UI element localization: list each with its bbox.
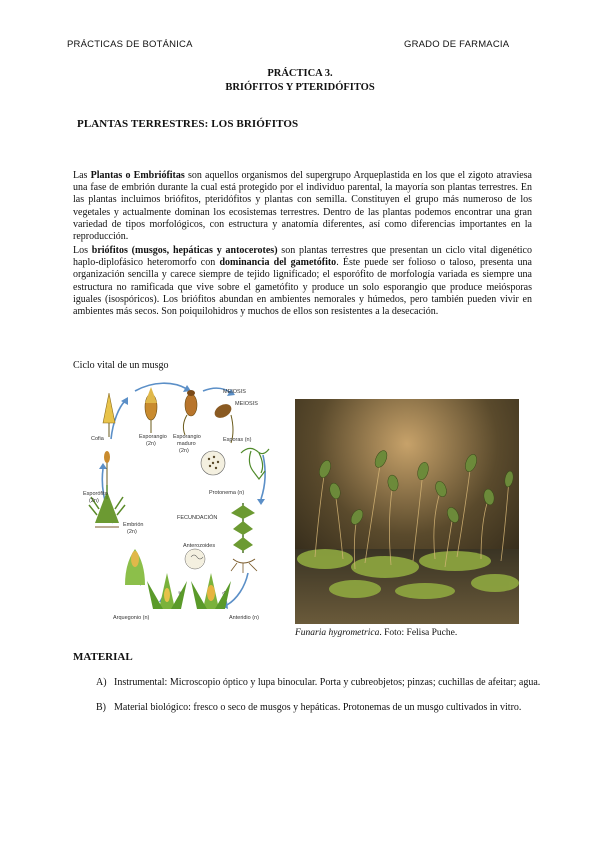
label-meiosis-2: MEIOSIS	[235, 401, 258, 407]
item-letter: A)	[96, 677, 107, 688]
label-esporas: Esporas (n)	[223, 437, 252, 443]
photo-credit: . Foto: Felisa Puche.	[379, 628, 458, 638]
para2-pre: Los	[73, 245, 92, 256]
header-left: PRÁCTICAS DE BOTÁNICA	[67, 39, 193, 50]
material-heading: MATERIAL	[73, 651, 133, 663]
para2-mid: son plantas terrestres que presentan un ciclo vital digenético haplo-diplofásico heteromorfo con	[73, 245, 532, 269]
paragraph-briofitos	[73, 245, 532, 318]
label-female-symbol: ♀	[177, 590, 183, 597]
label-anteridio: Anteridio (n)	[229, 615, 259, 621]
para1-pre: Las	[73, 170, 91, 181]
label-esporangio-2n: (2n)	[146, 441, 156, 447]
para1-rest: son aquellos organismos del supergrupo Arqueplastida en los que el zigoto atraviesa una fase de embrión durante la cual está protegido por el individuo parental, la mayoría son plantas terrestres. En las plantas incluimos briófitos, pteridófitos y plantas con semilla. Constituyen el grupo más numeroso de los vegetales y actualmente dominan los ecosistemas terrestres. Dentro de las plantas podemos encontrar una gran variedad de tipos morfológicos, con estructura y anatomía diferentes, así como diferencias importantes en la reproducción.	[73, 170, 532, 243]
header-right: GRADO DE FARMACIA	[404, 39, 510, 50]
label-embrion-2n: (2n)	[127, 529, 137, 535]
arrow-heads	[99, 385, 265, 609]
label-meiosis-1: MEIOSIS	[223, 389, 246, 395]
label-protonema: Protonema (n)	[209, 490, 245, 496]
practice-number: PRÁCTICA 3.	[267, 68, 333, 79]
gametophyte-illustration	[231, 503, 257, 573]
para2-rest: . Éste puede ser folioso o taloso, presenta una organización sencilla y carece siempre de tejido lignificado; el esporófito de morfología variada es siempre una estructura no ramificada que vive sobre el gametófito y produce un solo esporangio que produce meiósporas iguales (isospóricos). Los briófitos abundan en ambientes nemorales y húmedos, pero también pueden vivir en ambientes más secos. Son poiquilohidros y muchos de ellos son resistentes a la desecación.	[73, 257, 532, 318]
esporangio-illustration	[145, 387, 157, 433]
label-esporofito: Esporófito	[83, 491, 108, 497]
label-embrion: Embrión	[123, 522, 144, 528]
photo-caption	[295, 628, 457, 638]
embryo-illustration	[125, 549, 145, 585]
label-esporangio-maduro: Esporangio	[173, 434, 201, 440]
label-arquegonio: Arquegonio (n)	[113, 615, 150, 621]
para1-bold: Plantas o Embriófitas	[90, 170, 185, 181]
label-fecundacion: FECUNDACIÓN	[177, 515, 218, 521]
para2-bold2: dominancia del gametófito	[219, 257, 337, 269]
label-cofia: Cofia	[91, 436, 104, 442]
practice-title: BRIÓFITOS Y PTERIDÓFITOS	[225, 82, 375, 93]
funaria-photo	[295, 399, 519, 624]
item-text: Material biológico: fresco o seco de musgos y hepáticas. Protonemas de un musgo cultivados in vitro.	[114, 702, 522, 713]
label-maduro-2n: (2n)	[179, 448, 189, 454]
section-title: PLANTAS TERRESTRES: LOS BRIÓFITOS	[77, 118, 299, 130]
diagram-caption: Ciclo vital de un musgo	[73, 360, 169, 371]
anterozoides-inset	[185, 549, 205, 569]
label-esporofito-2n: (2n)	[89, 498, 99, 504]
label-anterozoides: Anterozoides	[183, 543, 216, 549]
moss-life-cycle-diagram	[73, 373, 289, 628]
label-male-symbol: ♂	[221, 590, 227, 597]
label-esporangio: Esporangio	[139, 434, 167, 440]
item-text: Instrumental: Microscopio óptico y lupa binocular. Porta y cubreobjetos; pinzas; cuchillas de afeitar; agua.	[114, 677, 541, 688]
label-maduro: maduro	[177, 441, 196, 447]
sporophyte-illustration	[89, 451, 125, 527]
item-letter: B)	[96, 702, 106, 713]
para2-bold1: briófitos (musgos, hepáticas y antocerotes)	[91, 245, 278, 256]
paragraph-embriofitas	[73, 170, 532, 243]
mature-sporangium-illustration	[183, 390, 197, 435]
photo-species: Funaria hygrometrica	[295, 628, 380, 638]
cofia-illustration	[103, 393, 115, 437]
